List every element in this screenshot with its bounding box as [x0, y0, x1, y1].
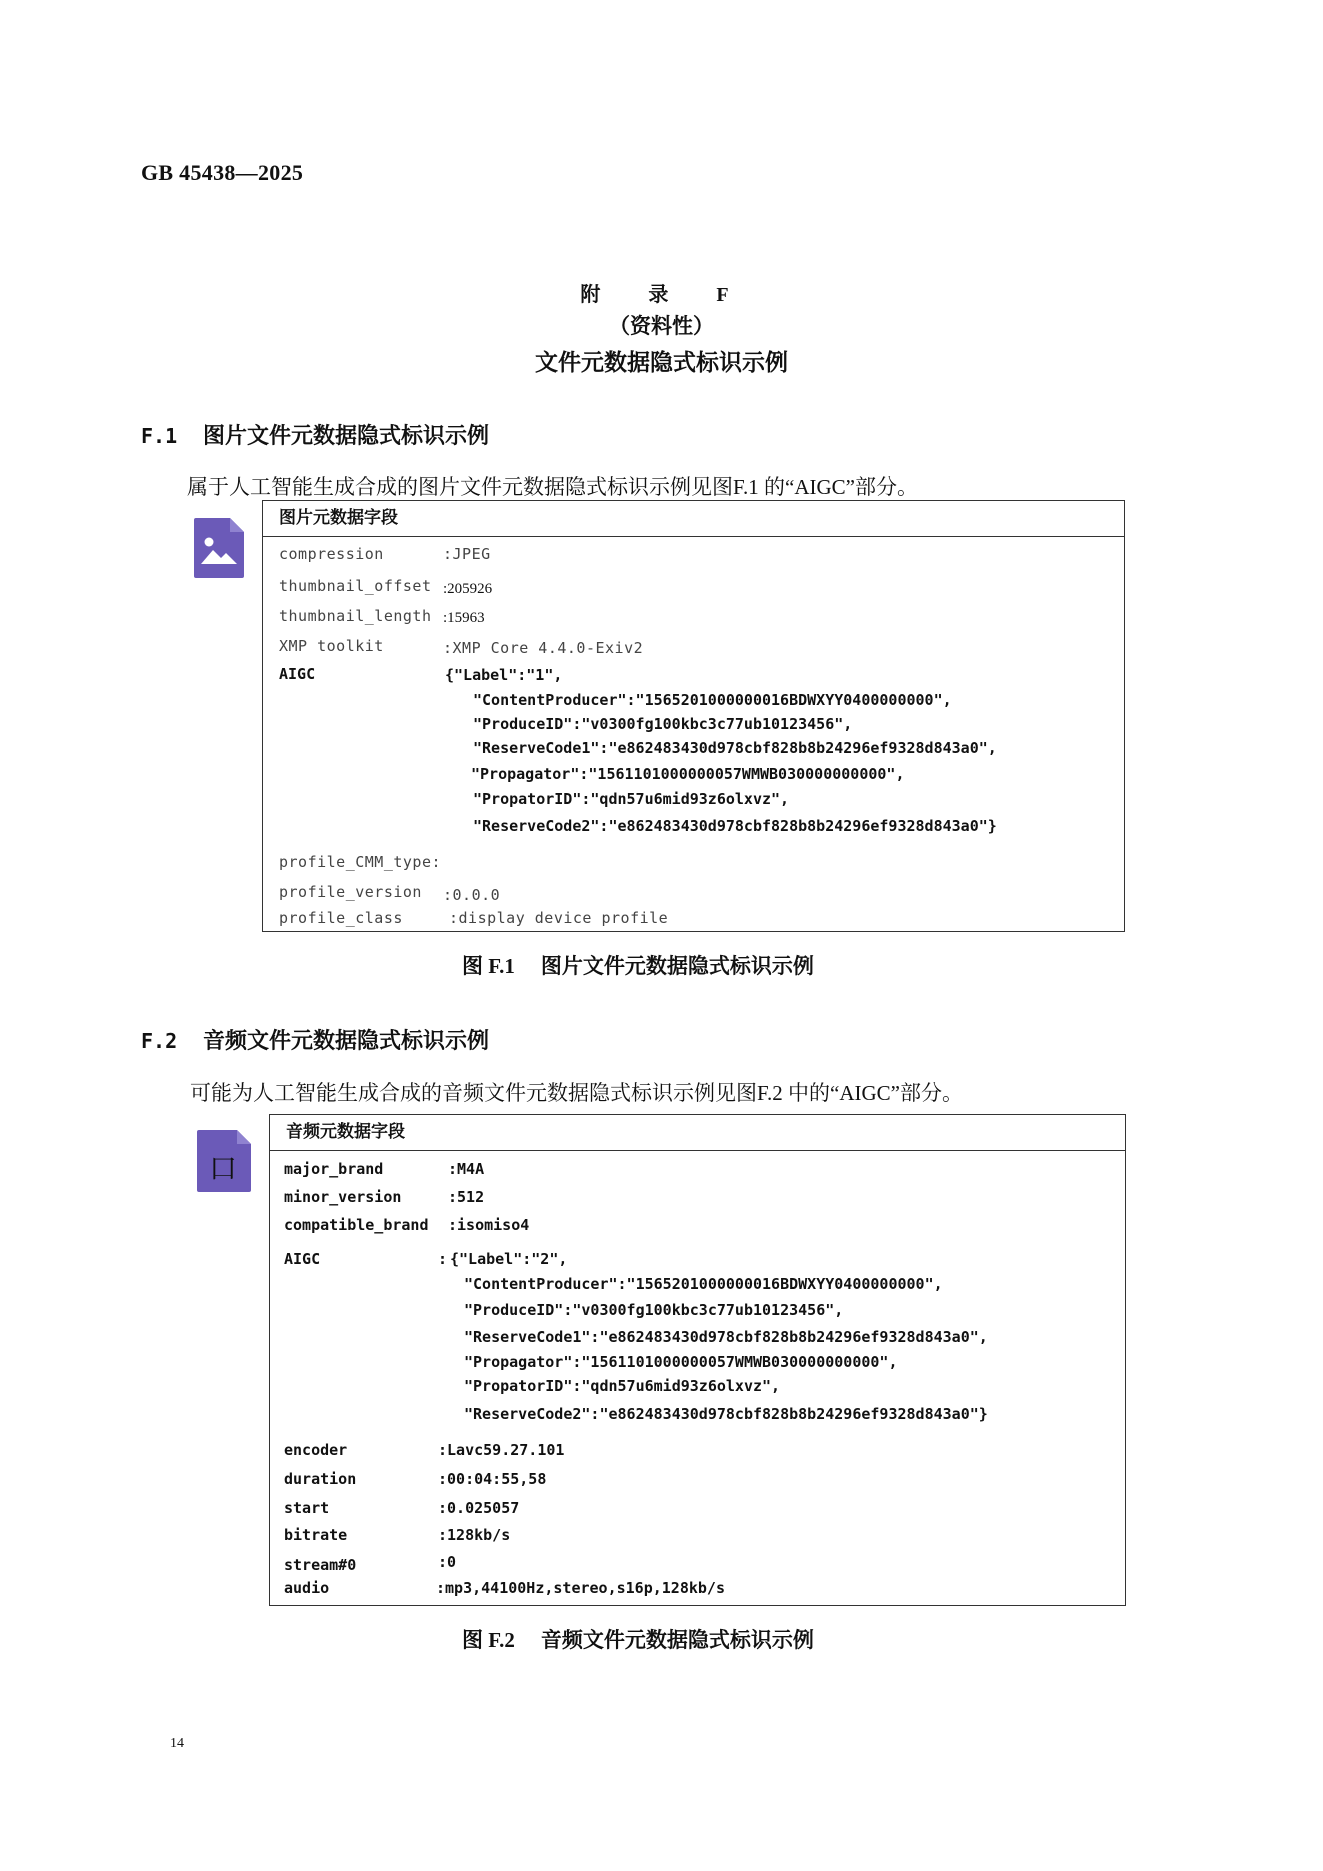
- section-f2-intro: 可能为人工智能生成合成的音频文件元数据隐式标识示例见图F.2 中的“AIGC”部分。: [190, 1081, 963, 1105]
- field-key: audio: [284, 1579, 330, 1597]
- field-key: bitrate: [284, 1526, 348, 1544]
- field-key: encoder: [284, 1441, 348, 1459]
- field-value: :0.0.0: [443, 886, 501, 904]
- field-value: :M4A: [448, 1160, 485, 1178]
- aigc-json-line: "ProduceID":"v0300fg100kbc3c77ub10123456",: [473, 715, 853, 733]
- section-f2-heading: [141, 1024, 489, 1055]
- field-key: profile_CMM_type:: [279, 853, 442, 871]
- standard-number-header: GB 45438—2025: [141, 160, 304, 185]
- aigc-json-line: "ReserveCode2":"e862483430d978cbf828b8b24296ef9328d843a0"}: [464, 1405, 988, 1423]
- page-number: 14: [170, 1736, 184, 1751]
- field-value: :XMP Core 4.4.0-Exiv2: [443, 639, 644, 657]
- field-key: thumbnail_length: [279, 607, 432, 625]
- field-key-aigc: AIGC: [284, 1250, 321, 1268]
- aigc-json-line: {"Label":"2",: [450, 1250, 568, 1268]
- section-title: 音频文件元数据隐式标识示例: [203, 1028, 490, 1053]
- caption-title: 音频文件元数据隐式标识示例: [540, 1628, 814, 1652]
- field-value: :205926: [443, 581, 493, 597]
- field-value: :0: [438, 1553, 457, 1571]
- field-value: :512: [448, 1188, 485, 1206]
- field-value: :isomiso4: [448, 1216, 530, 1234]
- audio-icon-glyph: 口: [209, 1152, 238, 1185]
- aigc-json-line: "PropatorID":"qdn57u6mid93z6olxvz",: [473, 790, 790, 808]
- caption-number: 图 F.2: [462, 1628, 515, 1652]
- section-f1-heading: [141, 419, 489, 450]
- field-value: :15963: [443, 610, 485, 626]
- image-file-icon: [192, 516, 246, 580]
- field-key: profile_version: [279, 883, 422, 901]
- aigc-json-line: "ProduceID":"v0300fg100kbc3c77ub10123456",: [464, 1301, 844, 1319]
- figure-f1-caption: [462, 950, 814, 980]
- field-key: stream#0: [284, 1556, 357, 1574]
- appendix-title: 文件元数据隐式标识示例: [535, 350, 788, 375]
- field-key: minor_version: [284, 1188, 402, 1206]
- field-key: compression: [279, 545, 384, 563]
- field-key-aigc: AIGC: [279, 665, 316, 683]
- box-title: 音频元数据字段: [270, 1115, 1125, 1151]
- appendix-label: 附 录 F: [580, 284, 743, 306]
- aigc-json-line: "PropatorID":"qdn57u6mid93z6olxvz",: [464, 1377, 781, 1395]
- appendix-type: （资料性）: [609, 314, 714, 338]
- section-f1-intro: 属于人工智能生成合成的图片文件元数据隐式标识示例见图F.1 的“AIGC”部分。: [187, 475, 918, 499]
- field-key: start: [284, 1499, 330, 1517]
- field-key: thumbnail_offset: [279, 577, 432, 595]
- section-title: 图片文件元数据隐式标识示例: [203, 423, 490, 448]
- field-value: :JPEG: [443, 545, 491, 563]
- section-number: F.2: [141, 1029, 178, 1053]
- image-metadata-box: [262, 500, 1125, 932]
- aigc-json-line: "ReserveCode1":"e862483430d978cbf828b8b24296ef9328d843a0",: [464, 1328, 988, 1346]
- aigc-json-line: "ContentProducer":"1565201000000016BDWXYY0400000000",: [473, 691, 952, 709]
- figure-f2-caption: [462, 1624, 814, 1654]
- aigc-json-line: "ReserveCode1":"e862483430d978cbf828b8b24296ef9328d843a0",: [473, 739, 997, 757]
- field-key: profile_class: [279, 909, 403, 927]
- caption-title: 图片文件元数据隐式标识示例: [540, 954, 814, 978]
- aigc-json-line: "ContentProducer":"1565201000000016BDWXYY0400000000",: [464, 1275, 943, 1293]
- box-title: 图片元数据字段: [263, 501, 1124, 537]
- audio-file-icon: [195, 1128, 253, 1194]
- field-key: duration: [284, 1470, 357, 1488]
- caption-number: 图 F.1: [462, 954, 515, 978]
- aigc-json-line: "ReserveCode2":"e862483430d978cbf828b8b24296ef9328d843a0"}: [473, 817, 997, 835]
- field-value: :: [438, 1250, 448, 1268]
- field-value: :0.025057: [438, 1499, 520, 1517]
- aigc-json-line: "Propagator":"1561101000000057WMWB030000000000",: [471, 765, 905, 783]
- field-value: :Lavc59.27.101: [438, 1441, 565, 1459]
- aigc-json-line: "Propagator":"1561101000000057WMWB030000000000",: [464, 1353, 898, 1371]
- field-key: compatible_brand: [284, 1216, 429, 1234]
- aigc-json-line: {"Label":"1",: [445, 666, 563, 684]
- section-number: F.1: [141, 424, 178, 448]
- field-value: :00:04:55,58: [438, 1470, 547, 1488]
- field-value: :mp3,44100Hz,stereo,s16p,128kb/s: [436, 1579, 725, 1597]
- audio-metadata-box: [269, 1114, 1126, 1606]
- field-key: XMP toolkit: [279, 637, 384, 655]
- field-value: :display device profile: [449, 909, 669, 927]
- field-value: :128kb/s: [438, 1526, 511, 1544]
- field-key: major_brand: [284, 1160, 384, 1178]
